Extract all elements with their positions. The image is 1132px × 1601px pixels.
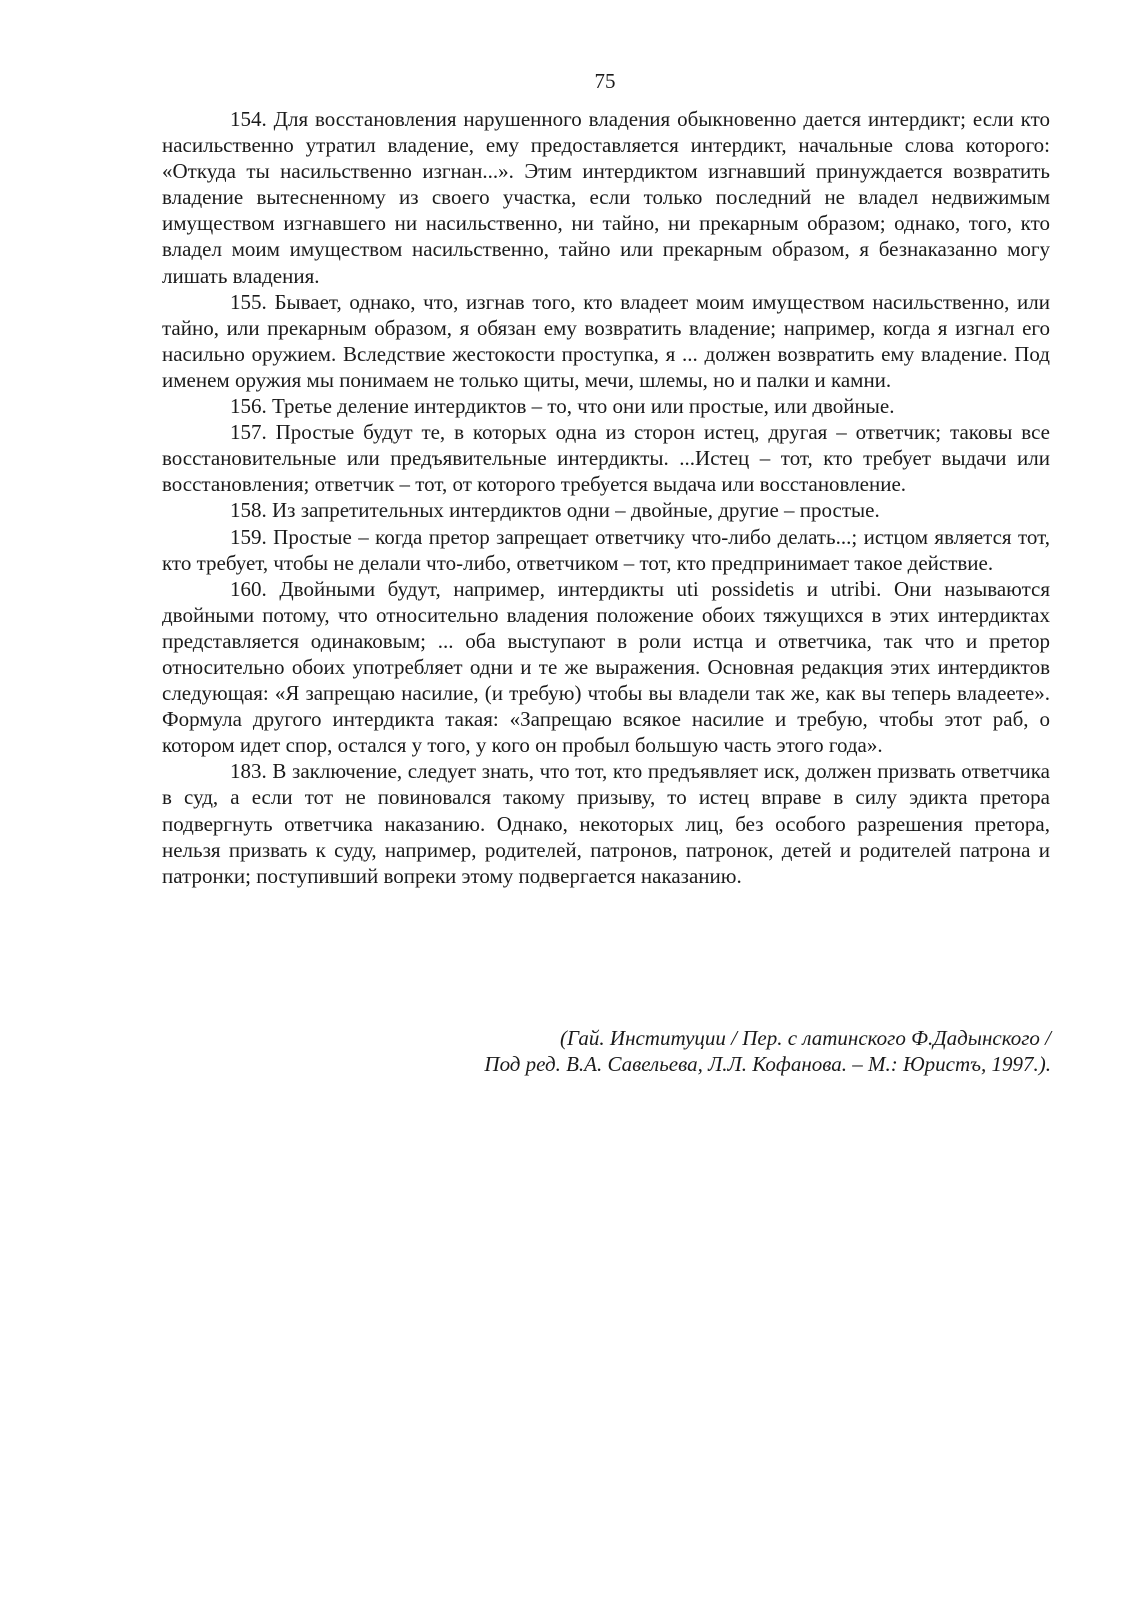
citation-line-1: (Гай. Институции / Пер. с латинского Ф.Дадынского / — [559, 1026, 1051, 1050]
paragraph-156: 156. Третье деление интердиктов – то, что они или простые, или двойные. — [230, 394, 895, 419]
citation-line-2: Под ред. В.А. Савельева, Л.Л. Кофанова. – М.: Юристъ, 1997.). — [484, 1052, 1051, 1076]
paragraph-160: 160. Двойными будут, например, интердикты uti possidetis и utribi. Они называются двойными потому, что относительно владения положение обоих тяжущихся в этих интердиктах представляется одинаковым; ... оба выступают в роли истца и ответчика, так что и претор относительно обоих употребляет одни и те же выражения. Основная редакция этих интердиктов следующая: «Я запрещаю насилие, (и требую) чтобы вы владели так же, как вы теперь владеете». Формула другого интердикта такая: «Запрещаю всякое насилие и требую, чтобы этот раб, о котором идет спор, остался у того, у кого он пробыл большую часть этого года». — [162, 576, 1050, 758]
paragraph-158: 158. Из запретительных интердиктов одни – двойные, другие – простые. — [230, 498, 880, 523]
paragraph-155: 155. Бывает, однако, что, изгнав того, кто владеет моим имуществом насильственно, или тайно, или прекарным образом, я обязан ему возвратить владение; например, когда я изгнал его насильно оружием. Вследствие жестокости проступка, я ... должен возвратить ему владение. Под именем оружия мы понимаем не только щиты, мечи, шлемы, но и палки и камни. — [162, 289, 1050, 392]
document-body — [162, 106, 1050, 889]
page-number: 75 — [594, 69, 616, 93]
paragraph-183: 183. В заключение, следует знать, что тот, кто предъявляет иск, должен призвать ответчика в суд, а если тот не повиновался такому призыву, то истец вправе в силу эдикта претора подвергнуть ответчика наказанию. Однако, некоторых лиц, без особого разрешения претора, нельзя призвать к суду, например, родителей, патронов, патронок, детей и родителей патрона и патронки; поступивший вопреки этому подвергается наказанию. — [162, 759, 1050, 888]
paragraph-154: 154. Для восстановления нарушенного владения обыкновенно дается интердикт; если кто насильственно утратил владение, ему предоставляется интердикт, начальные слова которого: «Откуда ты насильственно изгнан...». Этим интердиктом изгнавший принуждается возвратить владение вытесненному из своего участка, если только последний не владел недвижимым имуществом изгнавшего ни насильственно, ни тайно, ни прекарным образом; однако, того, кто владел моим имуществом насильственно, тайно или прекарным образом, я безнаказанно могу лишать владения. — [162, 107, 1050, 288]
source-citation — [351, 1025, 1051, 1077]
paragraph-157: 157. Простые будут те, в которых одна из сторон истец, другая – ответчик; таковы все восстановительные или предъявительные интердикты. ...Истец – тот, кто требует выдачи или восстановления; ответчик – тот, от которого требуется выдача или восстановление. — [162, 420, 1050, 497]
paragraph-159: 159. Простые – когда претор запрещает ответчику что-либо делать...; истцом является тот, кто требует, чтобы не делали что-либо, ответчиком – тот, кто предпринимает такое действие. — [162, 524, 1050, 575]
